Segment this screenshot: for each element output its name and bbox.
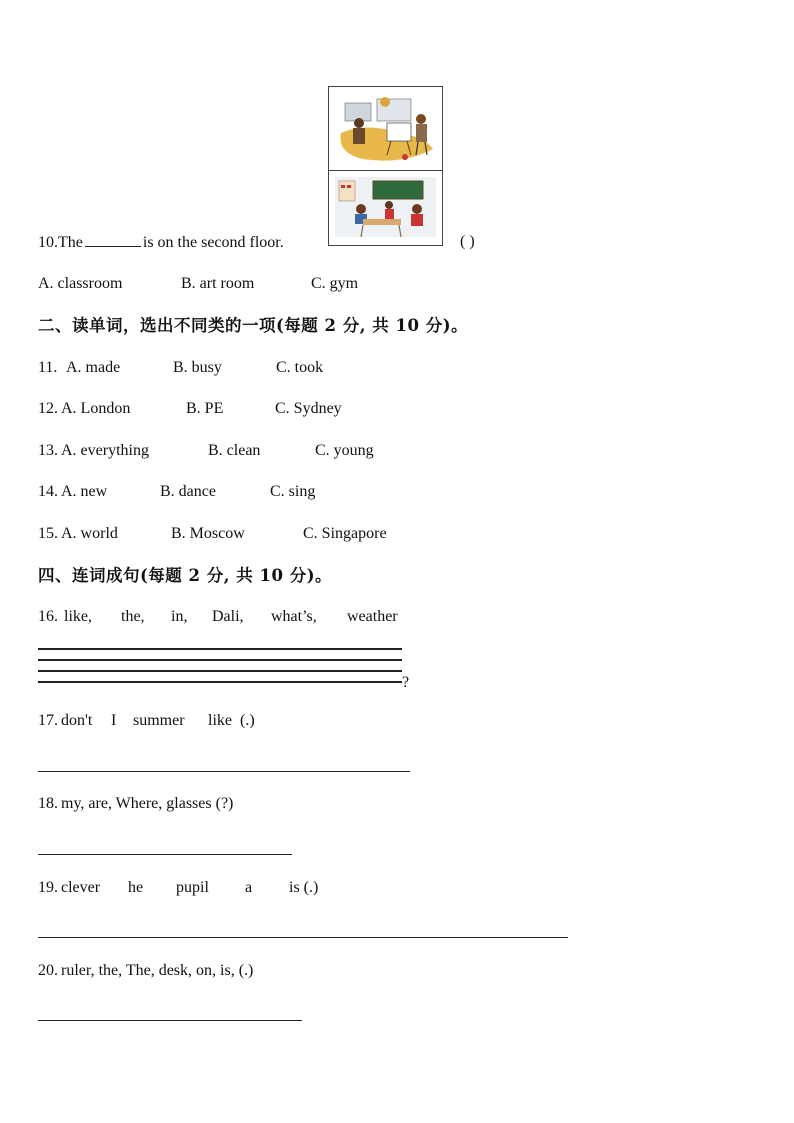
q14-option-a: A. new (61, 483, 108, 500)
q16-word-4: Dali, (212, 608, 244, 625)
q19-word-1: clever (61, 879, 101, 896)
q17-answer-line[interactable] (38, 771, 410, 772)
q19-word-5: is (.) (289, 879, 319, 896)
q16-word-2: the, (121, 608, 145, 625)
q19-word-2: he (128, 879, 144, 896)
q16-writing-line-3[interactable] (38, 670, 402, 672)
q15-option-a: A. world (61, 525, 118, 542)
q10-blank[interactable] (85, 232, 141, 247)
q12-number: 12. (38, 400, 58, 417)
q17-word-1: don't (61, 712, 93, 729)
picture-divider (329, 170, 442, 171)
q11-option-c: C. took (276, 359, 324, 376)
q12-option-b: B. PE (186, 400, 224, 417)
section4-title: 四、连词成句(每题 2 分, 共 10 分)。 (38, 566, 333, 585)
art-room-picture (333, 93, 438, 165)
q13-option-c: C. young (315, 442, 374, 459)
q20-words: ruler, the, The, desk, on, is, (.) (61, 962, 254, 979)
q10-prefix: 10.The (38, 234, 83, 251)
q16-word-1: like, (64, 608, 92, 625)
q17-word-5: (.) (240, 712, 255, 729)
q17-word-2: I (111, 712, 117, 729)
q11-option-a: A. made (66, 359, 121, 376)
section2-title: 二、读单词，选出不同类的一项(每题 2 分, 共 10 分)。 (38, 316, 469, 335)
q14-number: 14. (38, 483, 58, 500)
q16-writing-line-1[interactable] (38, 648, 402, 650)
q19-word-3: pupil (176, 879, 209, 896)
q20-number: 20. (38, 962, 58, 979)
q17-word-4: like (208, 712, 232, 729)
q18-answer-line[interactable] (38, 854, 292, 855)
q16-word-6: weather (347, 608, 398, 625)
q10-option-c: C. gym (311, 275, 359, 292)
q16-word-3: in, (171, 608, 188, 625)
q17-number: 17. (38, 712, 58, 729)
q16-question-mark: ? (402, 674, 410, 691)
q19-word-4: a (245, 879, 253, 896)
q16-number: 16. (38, 608, 58, 625)
q16-writing-line-2[interactable] (38, 659, 402, 661)
q15-option-c: C. Singapore (303, 525, 387, 542)
q13-option-b: B. clean (208, 442, 261, 459)
q10-suffix: is on the second floor. (142, 234, 284, 251)
q16-word-5: what’s, (271, 608, 317, 625)
q15-option-b: B. Moscow (171, 525, 245, 542)
q13-number: 13. (38, 442, 58, 459)
q14-option-c: C. sing (270, 483, 316, 500)
q11-option-b: B. busy (173, 359, 222, 376)
q11-number: 11. (38, 359, 58, 376)
q10-option-a: A. classroom (38, 275, 123, 292)
q10-answer-paren[interactable]: ( ) (460, 233, 475, 250)
classroom-picture (333, 175, 438, 241)
q20-answer-line[interactable] (38, 1020, 302, 1021)
q12-option-c: C. Sydney (275, 400, 342, 417)
q13-option-a: A. everything (61, 442, 149, 459)
q17-word-3: summer (133, 712, 185, 729)
q19-answer-line[interactable] (38, 937, 568, 938)
q18-words: my, are, Where, glasses (?) (61, 795, 234, 812)
q19-number: 19. (38, 879, 58, 896)
q10-option-b: B. art room (181, 275, 255, 292)
q16-writing-line-4[interactable] (38, 681, 402, 683)
q18-number: 18. (38, 795, 58, 812)
q14-option-b: B. dance (160, 483, 216, 500)
q10-picture-box (328, 86, 443, 246)
q10-stem (38, 232, 284, 253)
q12-option-a: A. London (61, 400, 131, 417)
q15-number: 15. (38, 525, 58, 542)
